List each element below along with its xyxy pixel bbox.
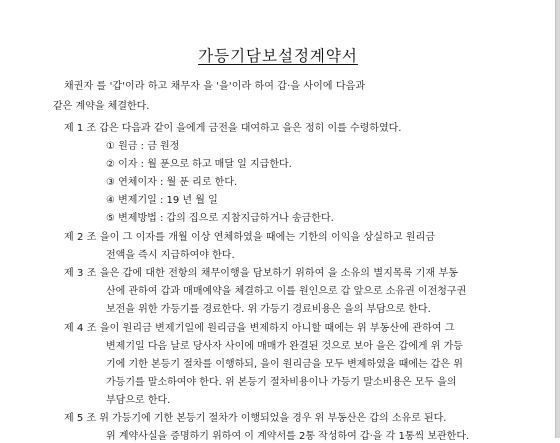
document-title xyxy=(0,44,556,66)
article-4-line-5: 부담으로 한다. xyxy=(106,395,171,406)
article-4-line-2: 변제기일 다음 날로 당사자 사이에 매매가 완결된 것으로 보아 을은 갑에게 위 가등 xyxy=(106,341,463,352)
article-3-line-1: 제 3 조 을은 갑에 대한 전항의 채무이행을 담보하기 위하여 을 소유의 별지목록 기재 부동 xyxy=(64,268,458,279)
preamble-line-1: 채권자 를 '갑'이라 하고 채무자 을 '을'이라 하여 갑·을 사이에 다음과 xyxy=(64,81,366,92)
article-1-item-2: ② 이자 : 월 푼으로 하고 매달 일 지급한다. xyxy=(106,159,292,170)
article-1-heading: 제 1 조 갑은 다음과 같이 을에게 금전을 대여하고 을은 정히 이를 수령하였다. xyxy=(64,123,402,134)
article-1-item-3: ③ 연체이자 : 월 푼 리로 한다. xyxy=(106,177,238,188)
article-3-line-3: 보전을 위한 가등기를 경료한다. 위 가등기 경료비용은 을의 부담으로 한다. xyxy=(106,304,431,315)
article-3-line-2: 산에 관하여 갑과 매매예약을 체결하고 이를 원인으로 갑 앞으로 소유권 이전청구권 xyxy=(106,286,467,297)
article-5: 제 5 조 위 가등기에 기한 본등기 절차가 이행되었을 경우 위 부동산은 갑의 소유로 된다. xyxy=(64,413,447,424)
article-1-item-4: ④ 변제기일 : 19 년 월 일 xyxy=(106,195,218,206)
page-edge xyxy=(555,0,560,438)
article-1-item-5: ⑤ 변제방법 : 갑의 집으로 지참지급하거나 송금한다. xyxy=(106,213,334,224)
article-2-line-2: 전액을 즉시 지급하여야 한다. xyxy=(106,250,235,261)
article-2-line-1: 제 2 조 을이 그 이자를 개월 이상 연체하였을 때에는 기한의 이익을 상실하고 원리금 xyxy=(64,232,436,243)
article-1-item-1: ① 원금 : 금 원정 xyxy=(106,141,180,152)
preamble-line-2: 같은 계약을 체결한다. xyxy=(53,101,150,112)
article-4-line-4: 가등기를 말소하여야 한다. 위 본등기 절차비용이나 가등기 말소비용은 모두 을의 xyxy=(106,377,457,388)
article-4-line-1: 제 4 조 을이 원리금 변제기일에 원리금을 변제하지 아니할 때에는 위 부동산에 관하여 그 xyxy=(64,323,455,334)
article-4-line-3: 기에 기한 본등기 절차를 이행하되, 을이 원리금을 모두 변제하였을 때에는 갑은 위 xyxy=(106,359,463,370)
title-text: 가등기담보설정계약서 xyxy=(198,47,358,65)
closing-statement: 위 계약사실을 증명하기 위하여 이 계약서를 2통 작성하여 갑·을 각 1통씩 보관한다. xyxy=(106,431,470,442)
